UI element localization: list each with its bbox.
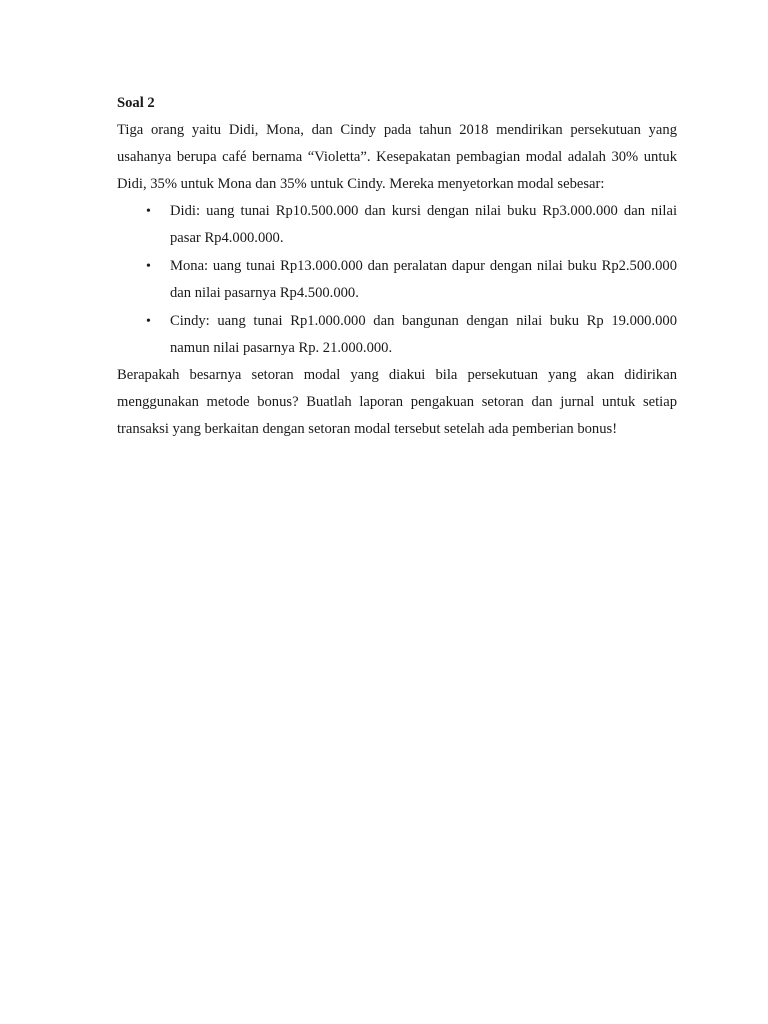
document-page: [117, 90, 677, 443]
list-item-text: Didi: uang tunai Rp10.500.000 dan kursi dengan nilai buku Rp3.000.000 dan nilai pasar Rp4.000.000.: [170, 203, 677, 246]
contribution-list: [117, 198, 677, 362]
list-item-mona: [117, 253, 677, 307]
intro-paragraph: Tiga orang yaitu Didi, Mona, dan Cindy pada tahun 2018 mendirikan persekutuan yang usahanya berupa café bernama “Violetta”. Kesepakatan pembagian modal adalah 30% untuk Didi, 35% untuk Mona dan 35% untuk Cindy. Mereka menyetorkan modal sebesar:: [117, 122, 677, 192]
document-title: Soal 2: [117, 95, 155, 111]
bullet-icon: •: [146, 204, 151, 219]
list-item-cindy: [117, 308, 677, 362]
bullet-icon: •: [146, 259, 151, 274]
bullet-icon: •: [146, 314, 151, 329]
question-paragraph: Berapakah besarnya setoran modal yang diakui bila persekutuan yang akan didirikan menggunakan metode bonus? Buatlah laporan pengakuan setoran dan jurnal untuk setiap transaksi yang berkaitan dengan setoran modal tersebut setelah ada pemberian bonus!: [117, 367, 677, 437]
list-item-text: Cindy: uang tunai Rp1.000.000 dan bangunan dengan nilai buku Rp 19.000.000 namun nilai pasarnya Rp. 21.000.000.: [170, 313, 677, 356]
list-item-text: Mona: uang tunai Rp13.000.000 dan peralatan dapur dengan nilai buku Rp2.500.000 dan nilai pasarnya Rp4.500.000.: [170, 258, 677, 301]
list-item-didi: [117, 198, 677, 252]
